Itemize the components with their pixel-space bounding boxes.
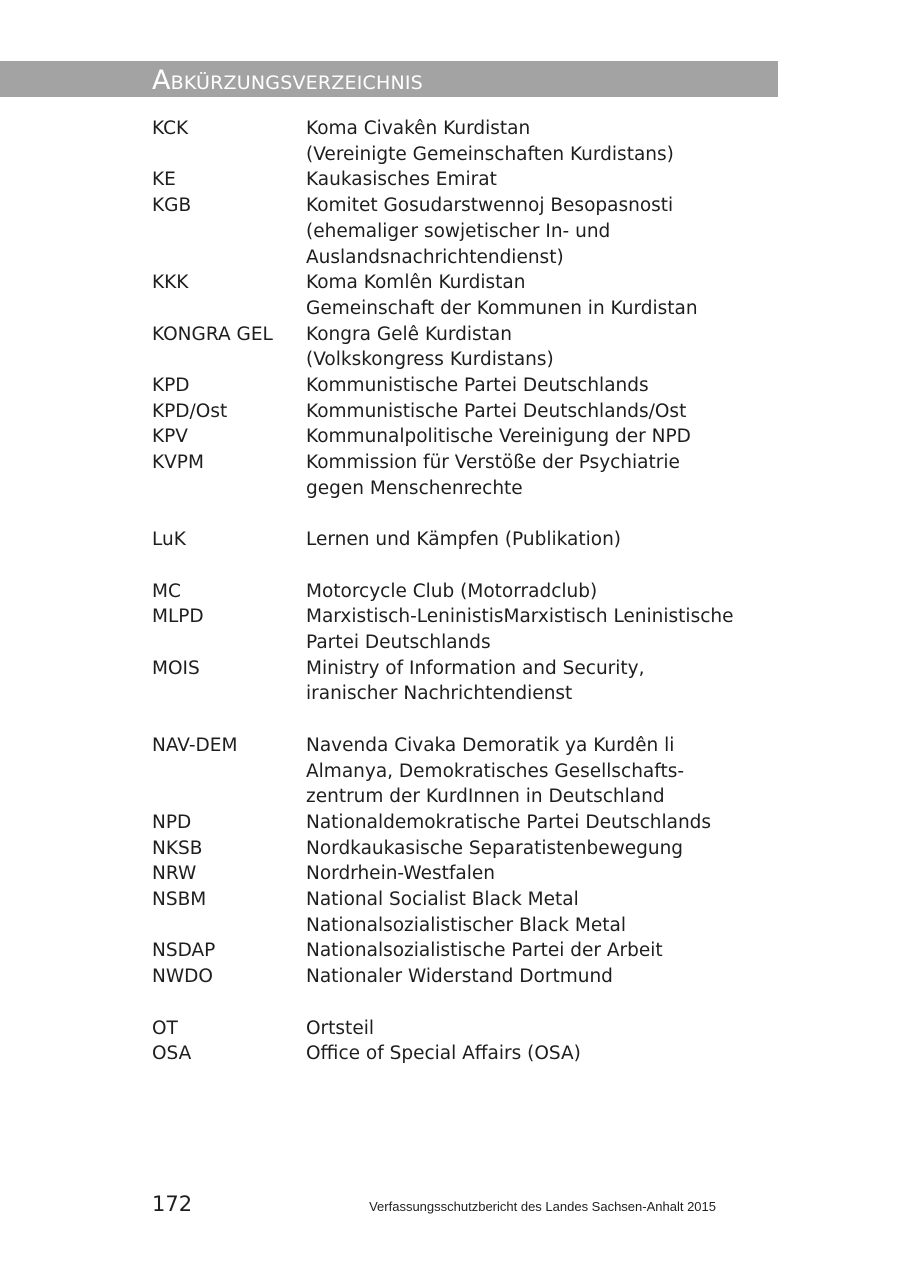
abbreviation-definition xyxy=(306,1016,778,1042)
abbreviation-term: OT xyxy=(152,1017,178,1039)
definition-line: Kaukasisches Emirat xyxy=(306,169,497,191)
abbreviation-definition xyxy=(306,656,778,707)
abbreviation-term: MLPD xyxy=(152,606,204,628)
abbreviation-definition xyxy=(306,861,778,887)
abbreviation-definition xyxy=(306,579,778,605)
definition-line: iranischer Nachrichtendienst xyxy=(306,683,573,705)
abbreviation-definition xyxy=(306,167,778,193)
abbreviation-term: NRW xyxy=(152,863,197,885)
abbreviation-entry xyxy=(152,527,778,553)
abbreviation-definition xyxy=(306,604,778,655)
abbreviation-entry xyxy=(152,450,778,501)
abbreviation-term: KPD/Ost xyxy=(152,400,228,422)
abbreviation-term: KGB xyxy=(152,195,192,217)
definition-line: Nationalsozialistischer Black Metal xyxy=(306,914,626,936)
definition-line: Nationalsozialistische Partei der Arbeit xyxy=(306,940,663,962)
definition-line: Partei Deutschlands xyxy=(306,632,491,654)
definition-line: (ehemaliger sowjetischer In- und xyxy=(306,220,611,242)
abbreviation-entry xyxy=(152,1041,778,1067)
abbreviation-entry xyxy=(152,964,778,990)
definition-line: (Volkskongress Kurdistans) xyxy=(306,349,554,371)
abbreviation-term: KCK xyxy=(152,118,189,139)
definition-line: Ortsteil xyxy=(306,1017,374,1039)
section-header-bar xyxy=(0,61,778,97)
abbreviation-definition xyxy=(306,424,778,450)
abbreviation-term: OSA xyxy=(152,1043,192,1065)
definition-line: Kommunistische Partei Deutschlands xyxy=(306,375,649,397)
abbreviation-definition xyxy=(306,270,778,321)
definition-line: Gemeinschaft der Kommunen in Kurdistan xyxy=(306,297,698,319)
abbreviation-term: KPV xyxy=(152,426,188,448)
definition-line: Kommunalpolitische Vereinigung der NPD xyxy=(306,426,691,448)
abbreviation-definition xyxy=(306,399,778,425)
definition-line: Nordrhein-Westfalen xyxy=(306,863,495,885)
abbreviation-definition xyxy=(306,938,778,964)
letter-group xyxy=(152,1016,778,1067)
definition-line: zentrum der KurdInnen in Deutschland xyxy=(306,786,665,808)
definition-line: Koma Civakên Kurdistan xyxy=(306,118,531,139)
abbreviation-entry xyxy=(152,322,778,373)
abbreviation-entry xyxy=(152,733,778,810)
definition-line: Auslandsnachrichtendienst) xyxy=(306,246,564,268)
page-number: 172 xyxy=(152,1192,193,1216)
abbreviation-entry xyxy=(152,604,778,655)
letter-group xyxy=(152,527,778,553)
definition-line: Ministry of Information and Security, xyxy=(306,657,645,679)
abbreviation-entry xyxy=(152,836,778,862)
publication-title: Verfassungsschutzbericht des Landes Sachsen-Anhalt 2015 xyxy=(369,1199,716,1214)
abbreviation-definition xyxy=(306,1041,778,1067)
definition-line: Nordkaukasische Separatistenbewegung xyxy=(306,837,684,859)
definition-line: Kommunistische Partei Deutschlands/Ost xyxy=(306,400,687,422)
abbreviation-term: NPD xyxy=(152,811,192,833)
abbreviation-definition xyxy=(306,450,778,501)
abbreviation-entry xyxy=(152,579,778,605)
abbreviation-term: NWDO xyxy=(152,966,213,988)
abbreviation-entry xyxy=(152,810,778,836)
abbreviation-entry xyxy=(152,861,778,887)
definition-line: Kongra Gelê Kurdistan xyxy=(306,323,512,345)
abbreviation-definition xyxy=(306,887,778,938)
abbreviation-entry xyxy=(152,399,778,425)
abbreviation-entry xyxy=(152,887,778,938)
definition-line: Almanya, Demokratisches Gesellschafts- xyxy=(306,760,685,782)
letter-group xyxy=(152,579,778,708)
abbreviation-term: NSBM xyxy=(152,889,207,911)
abbreviation-entry xyxy=(152,1016,778,1042)
abbreviation-entry xyxy=(152,656,778,707)
definition-line: (Vereinigte Gemeinschaften Kurdistans) xyxy=(306,143,674,165)
definition-line: Komitet Gosudarstwennoj Besopasnosti xyxy=(306,195,674,217)
abbreviation-entry xyxy=(152,116,778,167)
abbreviation-term: KONGRA GEL xyxy=(152,323,273,345)
abbreviation-term: MC xyxy=(152,580,181,602)
section-title: Abkürzungsverzeichnis xyxy=(152,65,423,96)
abbreviation-entry xyxy=(152,373,778,399)
abbreviation-definition xyxy=(306,733,778,810)
definition-line: Koma Komlên Kurdistan xyxy=(306,272,526,294)
abbreviation-term: NKSB xyxy=(152,837,203,859)
abbreviation-definition xyxy=(306,116,778,167)
definition-line: Kommission für Verstöße der Psychiatrie xyxy=(306,452,680,474)
definition-line: National Socialist Black Metal xyxy=(306,889,579,911)
definition-line: Nationaldemokratische Partei Deutschlands xyxy=(306,811,712,833)
abbreviation-entry xyxy=(152,193,778,270)
abbreviation-entry xyxy=(152,938,778,964)
definition-line: gegen Menschenrechte xyxy=(306,477,523,499)
abbreviation-definition xyxy=(306,322,778,373)
definition-line: Marxistisch-LeninistisMarxistisch Leninistische xyxy=(306,606,734,628)
definition-line: Office of Special Affairs (OSA) xyxy=(306,1043,581,1065)
abbreviation-term: NAV-DEM xyxy=(152,734,238,756)
abbreviation-term: LuK xyxy=(152,529,186,551)
abbreviation-entry xyxy=(152,270,778,321)
abbreviation-entry xyxy=(152,424,778,450)
abbreviation-definition xyxy=(306,964,778,990)
abbreviation-term: KE xyxy=(152,169,176,191)
definition-line: Navenda Civaka Demoratik ya Kurdên li xyxy=(306,734,675,756)
definition-line: Nationaler Widerstand Dortmund xyxy=(306,966,613,988)
abbreviation-entry xyxy=(152,167,778,193)
definition-line: Lernen und Kämpfen (Publikation) xyxy=(306,529,622,551)
abbreviation-term: KVPM xyxy=(152,452,204,474)
abbreviation-list xyxy=(152,116,778,1067)
abbreviation-term: NSDAP xyxy=(152,940,216,962)
abbreviation-definition xyxy=(306,527,778,553)
abbreviation-term: MOIS xyxy=(152,657,200,679)
abbreviation-definition xyxy=(306,836,778,862)
letter-group xyxy=(152,116,778,502)
abbreviation-definition xyxy=(306,193,778,270)
abbreviation-term: KPD xyxy=(152,375,190,397)
definition-line: Motorcycle Club (Motorradclub) xyxy=(306,580,598,602)
abbreviation-definition xyxy=(306,810,778,836)
abbreviation-definition xyxy=(306,373,778,399)
letter-group xyxy=(152,733,778,990)
abbreviation-term: KKK xyxy=(152,272,189,294)
